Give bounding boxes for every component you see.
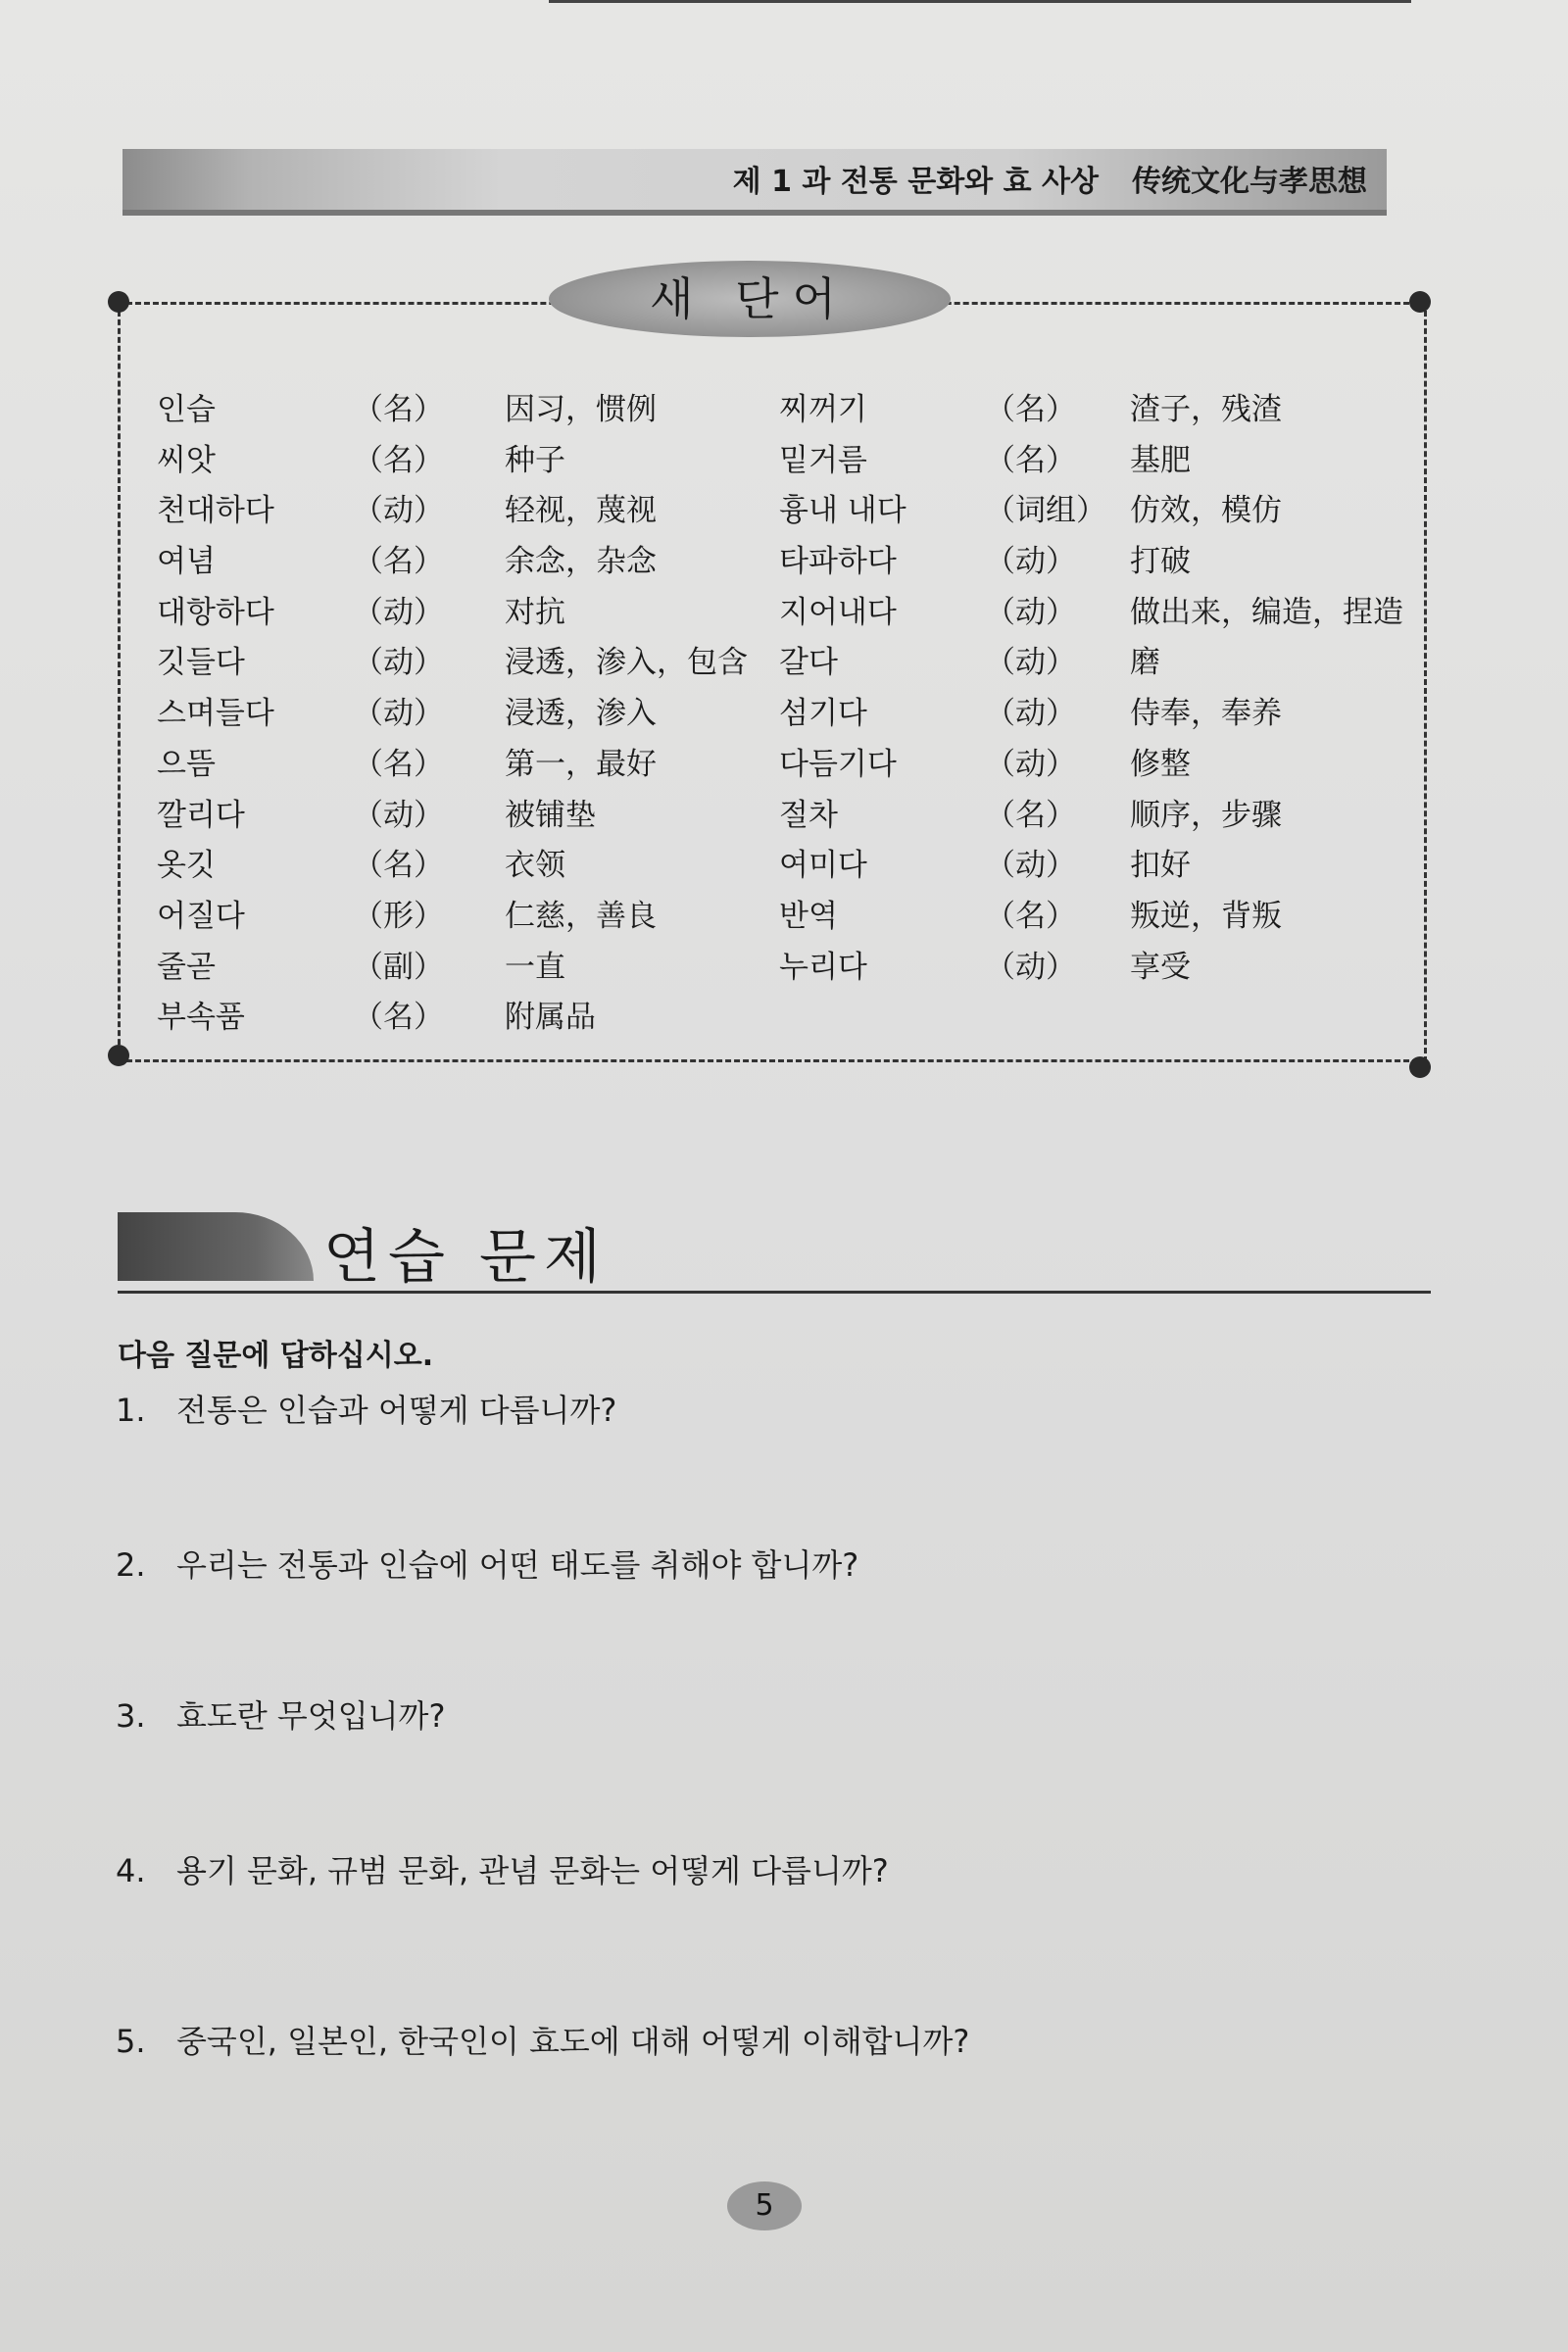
corner-dot-icon bbox=[1409, 291, 1431, 313]
corner-dot-icon bbox=[108, 291, 129, 313]
vocabulary-row bbox=[157, 891, 1431, 942]
lesson-title-korean: 제 1 과 전통 문화와 효 사상 bbox=[732, 165, 1099, 199]
part-of-speech: （名） bbox=[353, 848, 444, 884]
meaning-chinese: 修整 bbox=[1130, 746, 1191, 782]
exercise-rule bbox=[118, 1291, 1431, 1294]
meaning-chinese: 顺序，步骤 bbox=[1130, 797, 1282, 833]
part-of-speech: （动） bbox=[353, 493, 444, 529]
word-korean: 절차 bbox=[779, 797, 838, 833]
question-item bbox=[116, 1691, 445, 1737]
meaning-chinese: 磨 bbox=[1130, 645, 1160, 681]
meaning-chinese: 叛逆，背叛 bbox=[1130, 898, 1282, 934]
vocabulary-row bbox=[157, 840, 1431, 891]
question-item bbox=[116, 2017, 969, 2062]
question-number: 4. bbox=[116, 1852, 146, 1889]
word-korean: 인습 bbox=[157, 392, 216, 427]
word-korean: 타파하다 bbox=[779, 544, 897, 580]
meaning-chinese: 浸透，渗入，包含 bbox=[505, 645, 748, 681]
vocabulary-row bbox=[157, 536, 1431, 587]
vocabulary-row bbox=[157, 435, 1431, 486]
part-of-speech: （动） bbox=[353, 797, 444, 833]
question-number: 5. bbox=[116, 2023, 146, 2060]
word-korean: 다듬기다 bbox=[779, 746, 897, 782]
part-of-speech: （动） bbox=[985, 848, 1076, 884]
part-of-speech: （动） bbox=[985, 594, 1076, 630]
running-header bbox=[122, 149, 1387, 216]
part-of-speech: （副） bbox=[353, 949, 444, 985]
part-of-speech: （形） bbox=[353, 898, 444, 934]
word-korean: 으뜸 bbox=[157, 746, 216, 782]
vocabulary-row bbox=[157, 992, 1431, 1043]
vocabulary-row bbox=[157, 739, 1431, 790]
meaning-chinese: 第一，最好 bbox=[505, 746, 657, 782]
meaning-chinese: 侍奉，奉养 bbox=[1130, 696, 1282, 732]
question-text: 우리는 전통과 인습에 어떤 태도를 취해야 합니까? bbox=[176, 1546, 859, 1584]
part-of-speech: （词组） bbox=[985, 493, 1106, 529]
question-item bbox=[116, 1541, 858, 1586]
word-korean: 찌꺼기 bbox=[779, 392, 867, 427]
meaning-chinese: 衣领 bbox=[505, 848, 565, 884]
question-item bbox=[116, 1386, 616, 1431]
running-header-text bbox=[733, 157, 1367, 200]
part-of-speech: （动） bbox=[985, 949, 1076, 985]
exercise-instructions: 다음 질문에 답하십시오. bbox=[118, 1339, 434, 1373]
meaning-chinese: 仁慈，善良 bbox=[505, 898, 657, 934]
vocabulary-table bbox=[157, 384, 1431, 1043]
corner-dot-icon bbox=[1409, 1056, 1431, 1078]
word-korean: 어질다 bbox=[157, 898, 245, 934]
meaning-chinese: 轻视，蔑视 bbox=[505, 493, 657, 529]
part-of-speech: （动） bbox=[985, 645, 1076, 681]
meaning-chinese: 做出来，编造，捏造 bbox=[1130, 594, 1403, 630]
vocabulary-row bbox=[157, 790, 1431, 841]
word-korean: 지어내다 bbox=[779, 594, 897, 630]
question-text: 전통은 인습과 어떻게 다릅니까? bbox=[176, 1392, 617, 1429]
word-korean: 천대하다 bbox=[157, 493, 274, 529]
vocabulary-row bbox=[157, 485, 1431, 536]
part-of-speech: （动） bbox=[985, 696, 1076, 732]
word-korean: 깔리다 bbox=[157, 797, 245, 833]
meaning-chinese: 渣子，残渣 bbox=[1130, 392, 1282, 427]
word-korean: 대항하다 bbox=[157, 594, 274, 630]
word-korean: 누리다 bbox=[779, 949, 867, 985]
meaning-chinese: 附属品 bbox=[505, 1000, 596, 1036]
meaning-chinese: 对抗 bbox=[505, 594, 565, 630]
meaning-chinese: 因习，惯例 bbox=[505, 392, 657, 427]
question-text: 용기 문화, 규범 문화, 관념 문화는 어떻게 다릅니까? bbox=[176, 1852, 889, 1889]
word-korean: 줄곧 bbox=[157, 949, 216, 985]
vocabulary-row bbox=[157, 384, 1431, 435]
meaning-chinese: 享受 bbox=[1130, 949, 1191, 985]
page-number: 5 bbox=[727, 2181, 802, 2230]
vocabulary-title: 새 단어 bbox=[549, 261, 951, 337]
word-korean: 여미다 bbox=[779, 848, 867, 884]
part-of-speech: （名） bbox=[985, 442, 1076, 478]
part-of-speech: （动） bbox=[985, 544, 1076, 580]
vocabulary-row bbox=[157, 942, 1431, 993]
lesson-title-chinese: 传统文化与孝思想 bbox=[1132, 165, 1367, 199]
part-of-speech: （名） bbox=[353, 442, 444, 478]
vocabulary-row bbox=[157, 587, 1431, 638]
part-of-speech: （动） bbox=[353, 696, 444, 732]
meaning-chinese: 打破 bbox=[1130, 544, 1191, 580]
word-korean: 부속품 bbox=[157, 1000, 245, 1036]
vocabulary-row bbox=[157, 688, 1431, 739]
question-number: 1. bbox=[116, 1392, 146, 1429]
part-of-speech: （名） bbox=[353, 1000, 444, 1036]
part-of-speech: （名） bbox=[985, 392, 1076, 427]
meaning-chinese: 一直 bbox=[505, 949, 565, 985]
meaning-chinese: 被铺垫 bbox=[505, 797, 596, 833]
question-text: 중국인, 일본인, 한국인이 효도에 대해 어떻게 이해합니까? bbox=[176, 2023, 970, 2060]
word-korean: 갈다 bbox=[779, 645, 838, 681]
word-korean: 옷깃 bbox=[157, 848, 216, 884]
meaning-chinese: 基肥 bbox=[1130, 442, 1191, 478]
word-korean: 스며들다 bbox=[157, 696, 274, 732]
meaning-chinese: 仿效，模仿 bbox=[1130, 493, 1282, 529]
question-number: 2. bbox=[116, 1546, 146, 1584]
top-edge-line bbox=[549, 0, 1411, 3]
word-korean: 흉내 내다 bbox=[779, 493, 906, 529]
exercise-tab-decoration bbox=[118, 1212, 314, 1281]
part-of-speech: （名） bbox=[353, 392, 444, 427]
word-korean: 씨앗 bbox=[157, 442, 216, 478]
meaning-chinese: 种子 bbox=[505, 442, 565, 478]
part-of-speech: （名） bbox=[353, 544, 444, 580]
part-of-speech: （动） bbox=[353, 594, 444, 630]
question-number: 3. bbox=[116, 1697, 146, 1735]
word-korean: 깃들다 bbox=[157, 645, 245, 681]
question-item bbox=[116, 1846, 889, 1891]
corner-dot-icon bbox=[108, 1045, 129, 1066]
word-korean: 밑거름 bbox=[779, 442, 867, 478]
word-korean: 섬기다 bbox=[779, 696, 867, 732]
meaning-chinese: 浸透，渗入 bbox=[505, 696, 657, 732]
part-of-speech: （名） bbox=[353, 746, 444, 782]
part-of-speech: （动） bbox=[985, 746, 1076, 782]
word-korean: 반역 bbox=[779, 898, 838, 934]
word-korean: 여념 bbox=[157, 544, 216, 580]
meaning-chinese: 余念，杂念 bbox=[505, 544, 657, 580]
question-text: 효도란 무엇입니까? bbox=[176, 1697, 446, 1735]
part-of-speech: （名） bbox=[985, 898, 1076, 934]
meaning-chinese: 扣好 bbox=[1130, 848, 1191, 884]
part-of-speech: （动） bbox=[353, 645, 444, 681]
exercise-title: 연습 문제 bbox=[323, 1223, 609, 1292]
exercise-header bbox=[118, 1210, 1431, 1298]
vocabulary-row bbox=[157, 637, 1431, 688]
part-of-speech: （名） bbox=[985, 797, 1076, 833]
